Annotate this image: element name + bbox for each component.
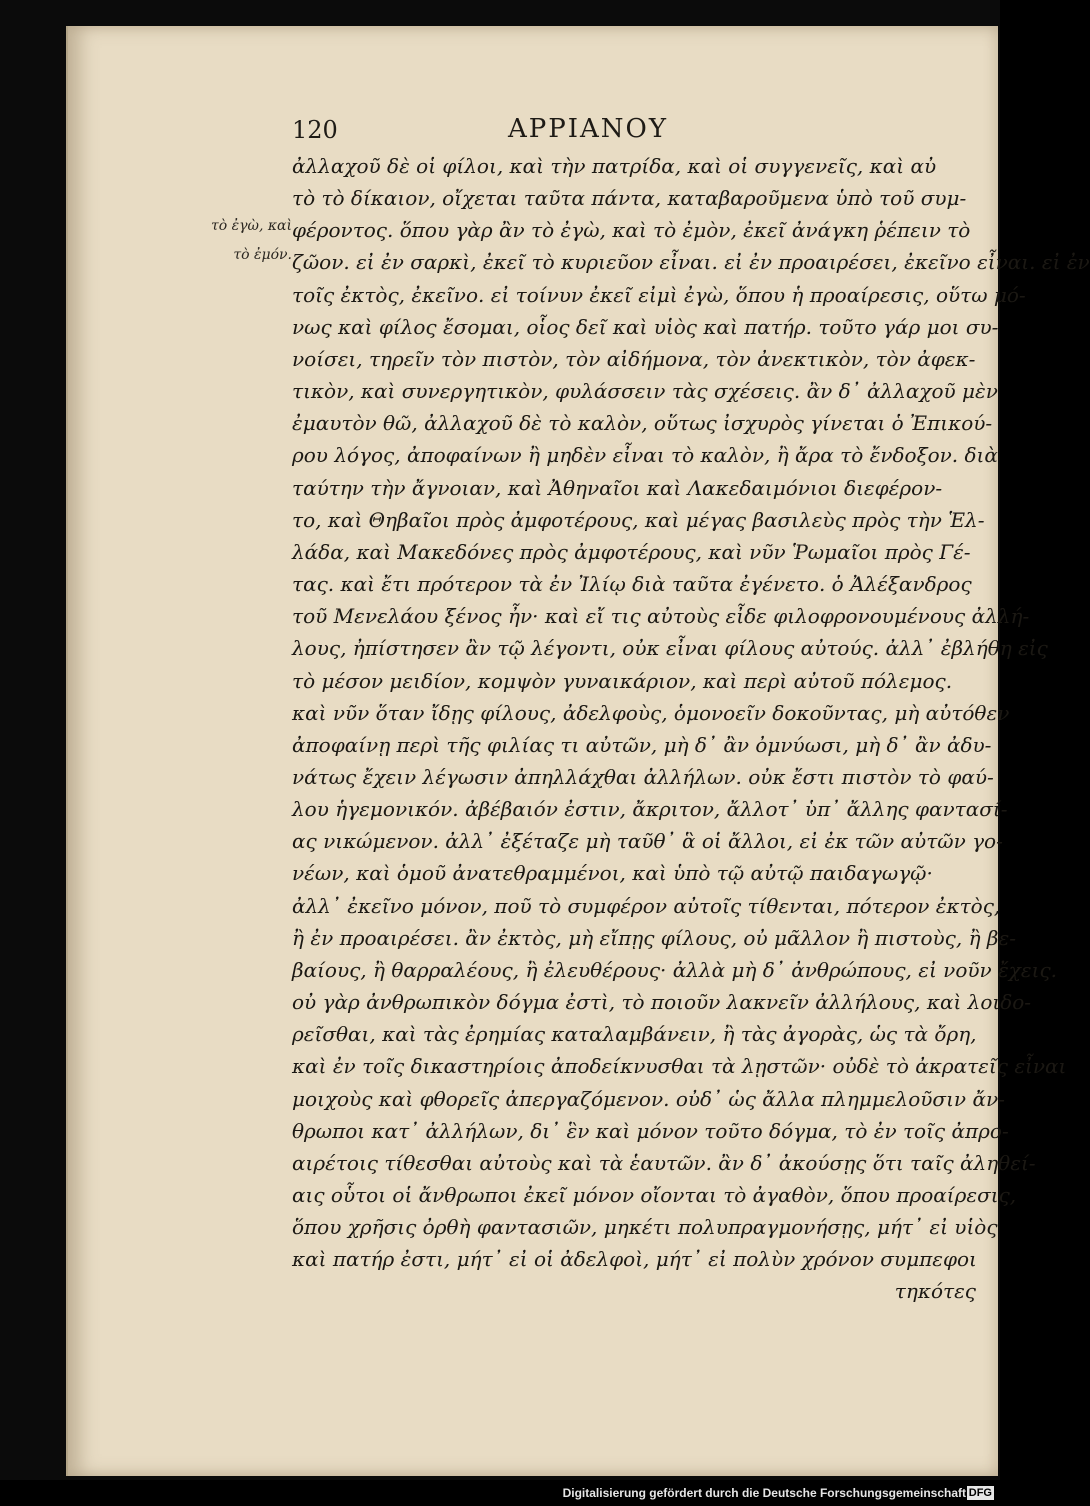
- text-line: αις οὗτοι οἱ ἄνθρωποι ἐκεῖ μόνον οἴονται τὸ ἀγαθὸν, ὅπου προαίρεσις,: [292, 1183, 1017, 1207]
- text-line: το, καὶ Θηβαῖοι πρὸς ἀμφοτέρους, καὶ μέγας βασιλεὺς πρὸς τὴν Ἑλ-: [292, 507, 985, 532]
- text-line: αιρέτοις τίθεσθαι αὐτοὺς καὶ τὰ ἑαυτῶν. ἂν δ᾽ ἀκούσῃς ὅτι ταῖς ἀληθεί-: [292, 1150, 1036, 1175]
- text-line: ἐμαυτὸν θῶ, ἀλλαχοῦ δὲ τὸ καλὸν, οὕτως ἰσχυρὸς γίνεται ὁ Ἐπικού-: [292, 411, 993, 436]
- text-line: νοίσει, τηρεῖν τὸν πιστὸν, τὸν αἰδήμονα, τὸν ἀνεκτικὸν, τὸν ἀφεκ-: [292, 346, 976, 371]
- text-line: θρωποι κατ᾽ ἀλλήλων, δι᾽ ἓν καὶ μόνον τοῦτο δόγμα, τὸ ἐν τοῖς ἀπρο-: [292, 1118, 1009, 1143]
- text-line: ρου λόγος, ἀποφαίνων ἢ μηδὲν εἶναι τὸ καλὸν, ἢ ἄρα τὸ ἔνδοξον. διὰ: [292, 443, 998, 468]
- text-line: ἢ ἐν προαιρέσει. ἂν ἐκτὸς, μὴ εἴπῃς φίλους, οὐ μᾶλλον ἢ πιστοὺς, ἢ βε-: [292, 925, 1016, 950]
- text-line: ἀλλαχοῦ δὲ οἱ φίλοι, καὶ τὴν πατρίδα, καὶ οἱ συγγενεῖς, καὶ αὐ: [292, 154, 937, 178]
- text-line: τὸ τὸ δίκαιον, οἴχεται ταῦτα πάντα, καταβαροῦμενα ὑπὸ τοῦ συμ-: [292, 186, 967, 211]
- text-line: λου ἡγεμονικόν. ἀβέβαιόν ἐστιν, ἄκριτον, ἄλλοτ᾽ ὑπ᾽ ἄλλης φαντασί-: [292, 797, 1008, 822]
- text-line: τοῦ Μενελάου ξένος ἦν· καὶ εἴ τις αὐτοὺς εἶδε φιλοφρονουμένους ἀλλή-: [292, 604, 1030, 629]
- text-line: τικὸν, καὶ συνεργητικὸν, φυλάσσειν τὰς σχέσεις. ἂν δ᾽ ἀλλαχοῦ μὲν: [292, 379, 998, 404]
- text-line: τὸ μέσον μειδίον, κομψὸν γυναικάριον, καὶ περὶ αὐτοῦ πόλεμος.: [292, 668, 953, 693]
- text-line: νως καὶ φίλος ἔσομαι, οἷος δεῖ καὶ υἱὸς καὶ πατήρ. τοῦτο γάρ μοι συ-: [292, 314, 999, 339]
- dfg-logo: DFG: [968, 1487, 992, 1499]
- text-line: καὶ πατήρ ἐστι, μήτ᾽ εἰ οἱ ἀδελφοὶ, μήτ᾽ εἰ πολὺν χρόνον συμπεφοι: [292, 1247, 977, 1272]
- digitization-footer: [0, 1482, 1000, 1506]
- text-line: νάτως ἔχειν λέγωσιν ἀπηλλάχθαι ἀλλήλων. οὐκ ἔστι πιστὸν τὸ φαύ-: [292, 764, 994, 789]
- text-line: ας νικώμενον. ἀλλ᾽ ἐξέταζε μὴ ταῦθ᾽ ἃ οἱ ἄλλοι, εἰ ἐκ τῶν αὐτῶν γο-: [292, 829, 1003, 854]
- text-line: ρεῖσθαι, καὶ τὰς ἐρημίας καταλαμβάνειν, ἢ τὰς ἀγορὰς, ὡς τὰ ὄρη,: [292, 1022, 977, 1047]
- page-number: 120: [292, 116, 338, 144]
- text-line: ἀλλ᾽ ἐκεῖνο μόνον, ποῦ τὸ συμφέρον αὐτοῖς τίθενται, πότερον ἐκτὸς,: [292, 893, 1001, 918]
- text-line: τηκότες: [894, 1279, 976, 1304]
- text-line: ὅπου χρῆσις ὀρθὴ φαντασιῶν, μηκέτι πολυπραγμονήσῃς, μήτ᾽ εἰ υἱὸς: [292, 1215, 998, 1240]
- text-line: μοιχοὺς καὶ φθορεῖς ἀπεργαζόμενον. οὐδ᾽ ὡς ἄλλα πλημμελοῦσιν ἄν-: [292, 1086, 1005, 1111]
- book-page: [66, 26, 1090, 1476]
- text-line: λάδα, καὶ Μακεδόνες πρὸς ἀμφοτέρους, καὶ νῦν Ῥωμαῖοι πρὸς Γέ-: [292, 539, 971, 564]
- marginal-note: [184, 212, 292, 270]
- text-line: ταύτην τὴν ἄγνοιαν, καὶ Ἀθηναῖοι καὶ Λακεδαιμόνιοι διεφέρον-: [292, 475, 943, 500]
- text-line: ζῶον. εἰ ἐν σαρκὶ, ἐκεῖ τὸ κυριεῦον εἶναι. εἰ ἐν προαιρέσει, ἐκεῖνο εἶναι. εἰ ἐν: [292, 250, 1090, 275]
- text-line: καὶ ἐν τοῖς δικαστηρίοις ἀποδείκνυσθαι τὰ λῃστῶν· οὐδὲ τὸ ἀκρατεῖς εἶναι: [292, 1054, 1067, 1079]
- text-line: τας. καὶ ἔτι πρότερον τὰ ἐν Ἰλίῳ διὰ ταῦτα ἐγένετο. ὁ Ἀλέξανδρος: [292, 572, 972, 597]
- marginal-note-line: τὸ ἐγὼ, καὶ: [211, 218, 292, 234]
- text-line: φέροντος. ὅπου γὰρ ἂν τὸ ἐγὼ, καὶ τὸ ἐμὸν, ἐκεῖ ἀνάγκη ῥέπειν τὸ: [292, 218, 971, 243]
- text-line: λους, ἠπίστησεν ἂν τῷ λέγοντι, οὐκ εἶναι φίλους αὐτούς. ἀλλ᾽ ἐβλήθη εἰς: [292, 636, 1048, 661]
- text-line: νέων, καὶ ὁμοῦ ἀνατεθραμμένοι, καὶ ὑπὸ τῷ αὐτῷ παιδαγωγῷ·: [292, 861, 933, 886]
- text-line: τοῖς ἐκτὸς, ἐκεῖνο. εἰ τοίνυν ἐκεῖ εἰμὶ ἐγὼ, ὅπου ἡ προαίρεσις, οὕτω μό-: [292, 282, 1026, 307]
- marginal-note-line: τὸ ἐμόν.: [233, 247, 292, 263]
- text-line: βαίους, ἢ θαρραλέους, ἢ ἐλευθέρους· ἀλλὰ μὴ δ᾽ ἀνθρώπους, εἰ νοῦν ἔχεις.: [292, 957, 1058, 982]
- text-line: οὐ γὰρ ἀνθρωπικὸν δόγμα ἐστὶ, τὸ ποιοῦν λακνεῖν ἀλλήλους, καὶ λοιδο-: [292, 990, 1032, 1015]
- body-text: [292, 150, 1090, 1308]
- text-line: ἀποφαίνῃ περὶ τῆς φιλίας τι αὐτῶν, μὴ δ᾽ ἂν ὀμνύωσι, μὴ δ᾽ ἂν ἀδυ-: [292, 732, 992, 757]
- text-line: καὶ νῦν ὅταν ἴδῃς φίλους, ἀδελφοὺς, ὁμονοεῖν δοκοῦντας, μὴ αὐτόθεν: [292, 700, 1010, 725]
- running-head: ΑΡΡΙΑΝΟΥ: [508, 114, 669, 144]
- funding-credit: Digitalisierung gefördert durch die Deutsche Forschungsgemeinschaft: [562, 1486, 966, 1500]
